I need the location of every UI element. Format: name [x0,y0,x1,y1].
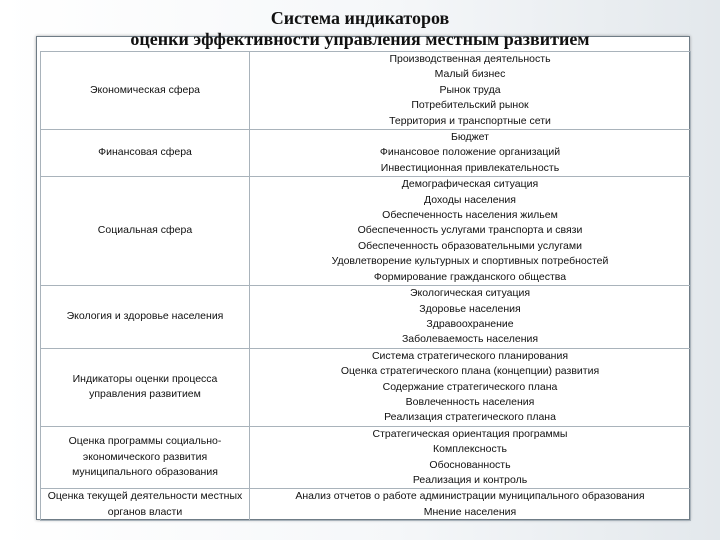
indicator-table-body [41,52,691,521]
indicators-cell [250,52,691,130]
indicator-item: Территория и транспортные сети [389,114,551,127]
indicator-item: Вовлеченность населения [405,395,535,408]
indicator-item: Стратегическая ориентация программы [372,427,568,440]
indicator-table-wrap [40,51,680,518]
indicator-item: Здоровье населения [419,302,521,315]
indicator-item: Содержание стратегического плана [382,380,558,393]
table-row [41,348,691,426]
indicator-table [40,51,691,521]
indicator-item: Бюджет [451,131,489,144]
indicator-item: Анализ отчетов о работе администрации муниципального образования [295,490,645,503]
table-row [41,286,691,349]
indicator-item: Обеспеченность населения жильем [382,209,558,222]
category-cell: Экология и здоровье населения [41,286,250,349]
title-line-2: оценки эффективности управления местным развитием [130,29,590,49]
category-cell: Индикаторы оценки процесса управления развитием [41,348,250,426]
indicator-item: Малый бизнес [434,68,506,81]
category-cell: Оценка текущей деятельности местных органов власти [41,489,250,521]
indicator-item: Система стратегического планирования [371,349,569,362]
table-row [41,489,691,521]
indicators-cell [250,348,691,426]
indicator-item: Реализация стратегического плана [384,411,556,424]
table-row [41,130,691,177]
indicator-item: Оценка стратегического плана (концепции) развития [340,365,600,378]
indicators-cell [250,177,691,286]
category-cell: Финансовая сфера [41,130,250,177]
indicator-item: Обоснованность [429,458,511,471]
page-title [0,8,720,50]
indicator-item: Демографическая ситуация [401,178,539,191]
indicator-item: Формирование гражданского общества [373,270,567,283]
table-row [41,52,691,130]
indicators-cell [250,489,691,521]
indicator-item: Мнение населения [423,505,517,518]
indicator-item: Экологическая ситуация [409,287,531,300]
indicator-item: Потребительский рынок [411,99,529,112]
indicators-cell [250,426,691,489]
indicator-item: Производственная деятельность [389,53,551,65]
indicator-item: Здравоохранение [426,317,514,330]
indicators-cell [250,130,691,177]
category-cell: Социальная сфера [41,177,250,286]
indicator-item: Доходы населения [424,193,516,206]
indicator-item: Заболеваемость населения [401,333,539,346]
indicator-item: Финансовое положение организаций [379,146,561,159]
table-row [41,426,691,489]
indicator-item: Реализация и контроль [412,473,528,486]
indicator-item: Рынок труда [439,83,501,96]
indicator-item: Комплексность [433,443,507,456]
indicators-cell [250,286,691,349]
indicator-item: Инвестиционная привлекательность [380,161,560,174]
category-cell: Экономическая сфера [41,52,250,130]
indicator-item: Обеспеченность образовательными услугами [358,239,582,252]
title-line-1: Система индикаторов [270,8,450,28]
indicator-item: Удовлетворение культурных и спортивных потребностей [331,255,609,268]
category-cell: Оценка программы социально-экономического развития муниципального образования [41,426,250,489]
table-row [41,177,691,286]
indicator-item: Обеспеченность услугами транспорта и связи [357,224,583,237]
